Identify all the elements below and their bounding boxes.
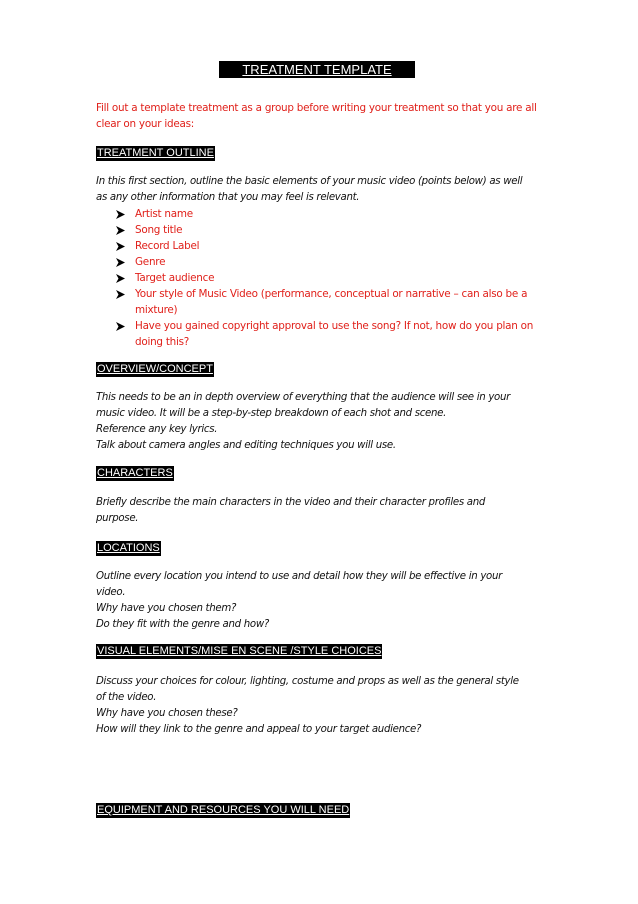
characters-line: Briefly describe the main characters in the video and their character profiles and xyxy=(96,497,486,508)
bullet-item-genre xyxy=(116,254,556,270)
visual-line: of the video. xyxy=(96,692,157,703)
arrowhead-bullet-icon xyxy=(116,286,126,302)
arrowhead-bullet-icon xyxy=(116,270,126,286)
locations-line: Why have you chosen them? xyxy=(96,603,237,614)
bullet-item-song-title xyxy=(116,222,556,238)
overview-line: Talk about camera angles and editing techniques you will use. xyxy=(96,440,396,451)
bullet-item-target-audience xyxy=(116,270,556,286)
page-title: TREATMENT TEMPLATE xyxy=(219,61,415,78)
characters-line: purpose. xyxy=(96,513,139,524)
arrowhead-bullet-icon xyxy=(116,206,126,222)
bullet-label: Record Label xyxy=(135,240,200,252)
intro-text: Fill out a template treatment as a group before writing your treatment so that you are all clear on your ideas: xyxy=(96,102,537,130)
bullet-label: Have you gained copyright approval to use the song? If not, how do you plan on doing this? xyxy=(135,320,534,348)
bullet-label: Your style of Music Video (performance, conceptual or narrative – can also be a mixture) xyxy=(135,288,528,316)
outline-bullet-list xyxy=(116,206,556,350)
visual-line: How will they link to the genre and appeal to your target audience? xyxy=(96,724,422,735)
locations-line: video. xyxy=(96,587,126,598)
heading-characters: CHARACTERS xyxy=(97,467,173,479)
arrowhead-bullet-icon xyxy=(116,254,126,270)
arrowhead-bullet-icon xyxy=(116,222,126,238)
bullet-item-copyright xyxy=(116,318,556,350)
bullet-label: Genre xyxy=(135,256,166,268)
arrowhead-bullet-icon xyxy=(116,318,126,334)
bullet-item-video-style xyxy=(116,286,556,318)
outline-line: In this first section, outline the basic elements of your music video (points below) as well xyxy=(96,176,523,187)
locations-description xyxy=(96,569,546,633)
heading-locations: LOCATIONS xyxy=(97,542,160,554)
locations-line: Do they fit with the genre and how? xyxy=(96,619,269,630)
bullet-label: Artist name xyxy=(135,208,193,220)
overview-line: Reference any key lyrics. xyxy=(96,424,218,435)
overview-line: This needs to be an in depth overview of everything that the audience will see in your xyxy=(96,392,511,403)
arrowhead-bullet-icon xyxy=(116,238,126,254)
heading-overview-concept: OVERVIEW/CONCEPT xyxy=(97,363,213,375)
locations-line: Outline every location you intend to use and detail how they will be effective in your xyxy=(96,571,503,582)
overview-description xyxy=(96,390,546,454)
heading-equipment-resources: EQUIPMENT AND RESOURCES YOU WILL NEED xyxy=(97,804,350,816)
bullet-item-artist-name xyxy=(116,206,556,222)
bullet-label: Song title xyxy=(135,224,183,236)
visual-line: Discuss your choices for colour, lighting, costume and props as well as the general style xyxy=(96,676,519,687)
outline-description xyxy=(96,174,546,206)
visual-line: Why have you chosen these? xyxy=(96,708,238,719)
characters-description xyxy=(96,495,546,527)
heading-visual-elements: VISUAL ELEMENTS/MISE EN SCENE /STYLE CHOICES xyxy=(97,645,382,657)
bullet-item-record-label xyxy=(116,238,556,254)
overview-line: music video. It will be a step-by-step breakdown of each shot and scene. xyxy=(96,408,447,419)
visual-description xyxy=(96,674,546,738)
bullet-label: Target audience xyxy=(135,272,215,284)
outline-line: as any other information that you may feel is relevant. xyxy=(96,192,360,203)
heading-treatment-outline: TREATMENT OUTLINE xyxy=(97,147,214,159)
